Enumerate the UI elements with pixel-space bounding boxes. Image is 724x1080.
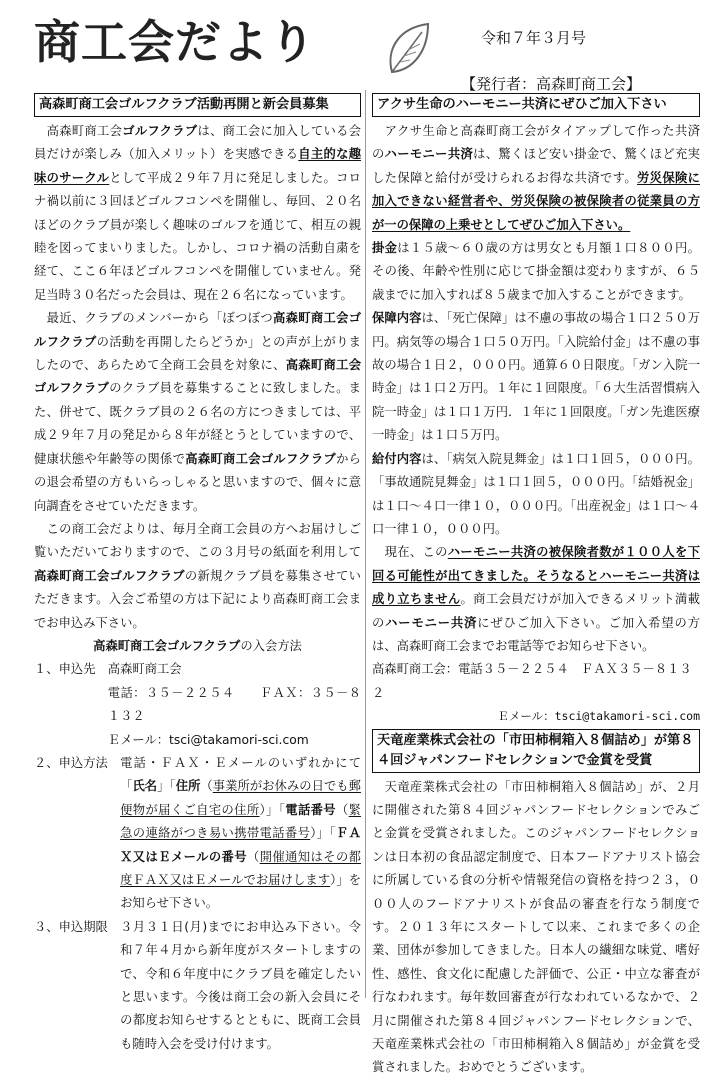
golf-paragraph-3: [34, 518, 361, 635]
text-run: は、商工会に加入している会員だけが楽しみ（加入メリット）を実感できる: [34, 124, 361, 162]
text-run: 電話番号: [285, 802, 336, 817]
text-run: この商工会だよりは、毎月全商工会員の方へお届けしご覧いただいておりますので、この３月号の紙面を利用して: [34, 521, 361, 560]
join-method-line: [120, 916, 361, 1056]
tenryu-award-paragraph: [372, 776, 700, 1080]
right-column: [372, 93, 700, 1080]
leaf-icon: [384, 20, 432, 78]
text-run: 住所: [175, 779, 201, 794]
text-run: 労災保険に加入できない経営者や、労災保険の被保険者の従業員の方が一の保障の上乗せとしてぜひご加入下さい。: [372, 170, 700, 232]
golf-club-heading: 高森町商工会ゴルフクラブ活動再開と新会員募集: [34, 93, 361, 117]
join-method-line: [108, 729, 361, 752]
text-run: は１５歳～６０歳の方は男女とも月額１口８００円。その後、年齢や性別に応じて掛金額は変わりますが、６５歳までに加入すれば８５歳まで加入することができます。: [372, 241, 700, 302]
text-run: ）」「: [310, 826, 336, 841]
column-divider: [365, 90, 366, 998]
join-method-detail: [120, 916, 361, 1056]
text-run: 事業所がお休みの日でも郵便物が届くご自宅の住所: [120, 779, 361, 817]
text-run: （: [335, 802, 349, 817]
text-run: ハーモニー共済: [384, 147, 474, 162]
issue-date: 令和７年３月号: [481, 29, 587, 47]
join-method-line: [108, 682, 361, 729]
text-run: （: [246, 849, 260, 864]
text-run: 電話：３５－２２５４ ＦＡＸ：３５－８１３２: [107, 685, 361, 724]
join-method-item: [34, 658, 361, 752]
left-column: [34, 93, 361, 1056]
text-run: の入会方法: [240, 638, 302, 653]
harmony-contact-phone: 高森町商工会：電話３５－２２５４ ＦＡＸ３５－８１３２: [372, 662, 692, 700]
text-run: 開催通知はその都度ＦＡＸ又はＥメールでお届けします: [120, 849, 361, 887]
text-run: として平成２９年７月に発足しました。コロナ禍以前に３回ほどゴルフコンペを開催し、毎回、２０名ほどのクラブ員が楽しく趣味のゴルフを通じて、相互の親睦を図ってまいりました。しかし、コロナ禍の活動自粛を経て、ここ６年ほどゴルフコンペを開催していません。発足当時３０名だった会員は、現在２６名になっています。: [34, 170, 361, 302]
harmony-kyosai-heading: アクサ生命のハーモニー共済にぜひご加入下さい: [372, 93, 700, 117]
text-run: ハーモニー共済の被保険者数が１００人を下回る可能性が出てきました。そうなるとハーモニー共済は成り立ちません: [372, 545, 700, 607]
harmony-contact-email: Ｅメール：tsci@takamori-sci.com: [497, 709, 700, 724]
text-run: 高森町商工会ゴルフクラブ: [34, 358, 361, 396]
golf-paragraph-2: [34, 307, 361, 518]
text-run: 掛金: [372, 241, 398, 256]
text-run: の新規クラブ員を募集させていただきます。入会ご希望の方は下記により高森町商工会までお申込み下さい。: [34, 568, 361, 630]
text-run: の活動を再開したらどうか」との声が上がりましたので、あらためて全商工会員を対象に、: [34, 334, 361, 373]
text-run: ３月３１日(月)までにお申込み下さい。令和７年４月から新年度がスタートしますので、令和６年度中にクラブ員を確定したいと思います。今後は商工会の新入会員にその都度お知らせするとともに、既商工会員も随時入会を受け付けます。: [120, 919, 361, 1051]
golf-paragraph-1: [34, 120, 361, 307]
join-method-label: １、申込先: [34, 662, 108, 677]
text-run: 氏名: [132, 779, 158, 794]
join-method-line: [120, 752, 361, 916]
text-run: 高森町商工会ゴルフクラブ: [34, 568, 185, 583]
text-run: は、「死亡保障」は不慮の事故の場合１口２５０万円。病気等の場合１口５０万円。「入院給付金」は不慮の事故の場合１日２，０００円。通算６０日限度。「ガン入院一時金」は１口２万円。１年に１回限度。「６大生活習慣病入院一時金」は１口１万円．１年に１回限度。「ガン先進医療一時金」は１口５万円。: [372, 311, 700, 443]
text-run: 電話・ＦＡＸ・Ｅメールのいずれかにて「: [120, 755, 361, 794]
text-run: ゴルフクラブ: [122, 124, 198, 138]
text-run: 高森町商工会ゴルフクラブ: [34, 311, 361, 349]
text-run: からの退会希望の方もいらっしゃると思いますので、個々に意向調査をさせていただきます。: [34, 451, 361, 513]
text-run: 緊急の連絡がつき易い携帯電話番号: [120, 802, 361, 841]
text-run: 自主的な趣味のサークル: [34, 147, 361, 185]
text-run: 。商工会員だけが加入できるメリット満載の: [372, 592, 700, 630]
text-run: 高森町商工会ゴルフクラブ: [185, 451, 337, 466]
tenryu-award-heading: 天竜産業株式会社の「市田柿桐箱入８個詰め」が第８４回ジャパンフードセレクションで金賞を受賞: [372, 729, 700, 773]
text-run: ＦＡＸ又はＥメールの番号: [120, 826, 361, 864]
text-run: ）」をお知らせ下さい。: [120, 873, 361, 911]
text-run: 高森町商工会ゴルフクラブ: [93, 638, 241, 653]
harmony-premium: [372, 237, 700, 307]
text-run: は、驚くほど安い掛金で、驚くほど充実した保障と給付が受けられるお得な共済です。: [372, 147, 700, 185]
text-run: にぜひご加入下さい。ご加入希望の方は、高森町商工会までお電話等でお知らせ下さい。: [372, 615, 700, 653]
harmony-paragraph-1: [372, 120, 700, 237]
harmony-coverage: [372, 307, 700, 447]
join-method-line: [108, 658, 361, 681]
text-run: 最近、クラブのメンバーから「ぼつぼつ: [34, 311, 273, 326]
text-run: ハーモニー共済: [385, 615, 478, 630]
text-run: は、「病気入院見舞金」は１口１回５，０００円。「事故通院見舞金」は１口１回５，０００円。「結婚祝金」は１口～４口一律１０，０００円。「出産祝金」は１口～４口一律１０，０００円。: [372, 451, 700, 536]
join-method-label: ３、申込期限: [34, 919, 121, 934]
text-run: のクラブ員を募集することに致しました。また、併せて、既クラブ員の２６名の方につきましては、平成２９年７月の発足から８年が経とうとしていますので、健康状態や年齢等の関係で: [34, 381, 361, 466]
text-run: 給付内容: [372, 451, 422, 466]
join-method-detail: [108, 658, 361, 752]
text-run: 」「: [157, 779, 176, 794]
text-run: 高森町商工会: [107, 662, 182, 677]
text-run: 現在、この: [372, 545, 448, 560]
join-method-item: [34, 916, 361, 1056]
masthead-title: [34, 16, 316, 68]
join-method-title: [34, 635, 361, 658]
join-method-detail: [120, 752, 361, 916]
join-method-list: [34, 658, 361, 1056]
join-method-label: ２、申込方法: [34, 755, 121, 770]
text-run: アクサ生命と高森町商工会がタイアップして作った共済の: [372, 124, 700, 162]
harmony-benefits: [372, 448, 700, 542]
publisher: 【発行者：高森町商工会】: [461, 75, 642, 93]
text-run: 高森町商工会: [34, 124, 123, 138]
text-run: （: [200, 779, 213, 794]
text-run: Ｅメール：tsci@takamori-sci.com: [107, 732, 309, 747]
newsletter-title: 商工会だより: [34, 15, 316, 69]
harmony-paragraph-2: [372, 541, 700, 658]
join-method-item: [34, 752, 361, 916]
text-run: ）」「: [259, 802, 286, 817]
text-run: 天竜産業株式会社の「市田柿桐箱入８個詰め」が、２月に開催された第８４回ジャパンフードセレクションでみごと金賞を受賞されました。このジャパンフードセレクションは日本初の食品認定制度で、日本フードアナリスト協会に所属している食の分析や情報発信の資格を持つ２３，０００人のフードアナリストが食品の審査を行なう制度です。２０１３年にスタートして以来、これまで多くの企業、団体が参加してきました。日本人の繊細な味覚、嗜好性、感性、食文化に配慮した評価で、公正・中立な審査が行なわれます。毎年数回審査が行なわれているなかで、２月に開催された第８４回ジャパンフードセレクションで、天竜産業株式会社の「市田柿桐箱入８個詰め」が金賞を受賞されました。おめでとうございます。: [372, 779, 700, 1075]
text-run: 保障内容: [372, 311, 422, 326]
